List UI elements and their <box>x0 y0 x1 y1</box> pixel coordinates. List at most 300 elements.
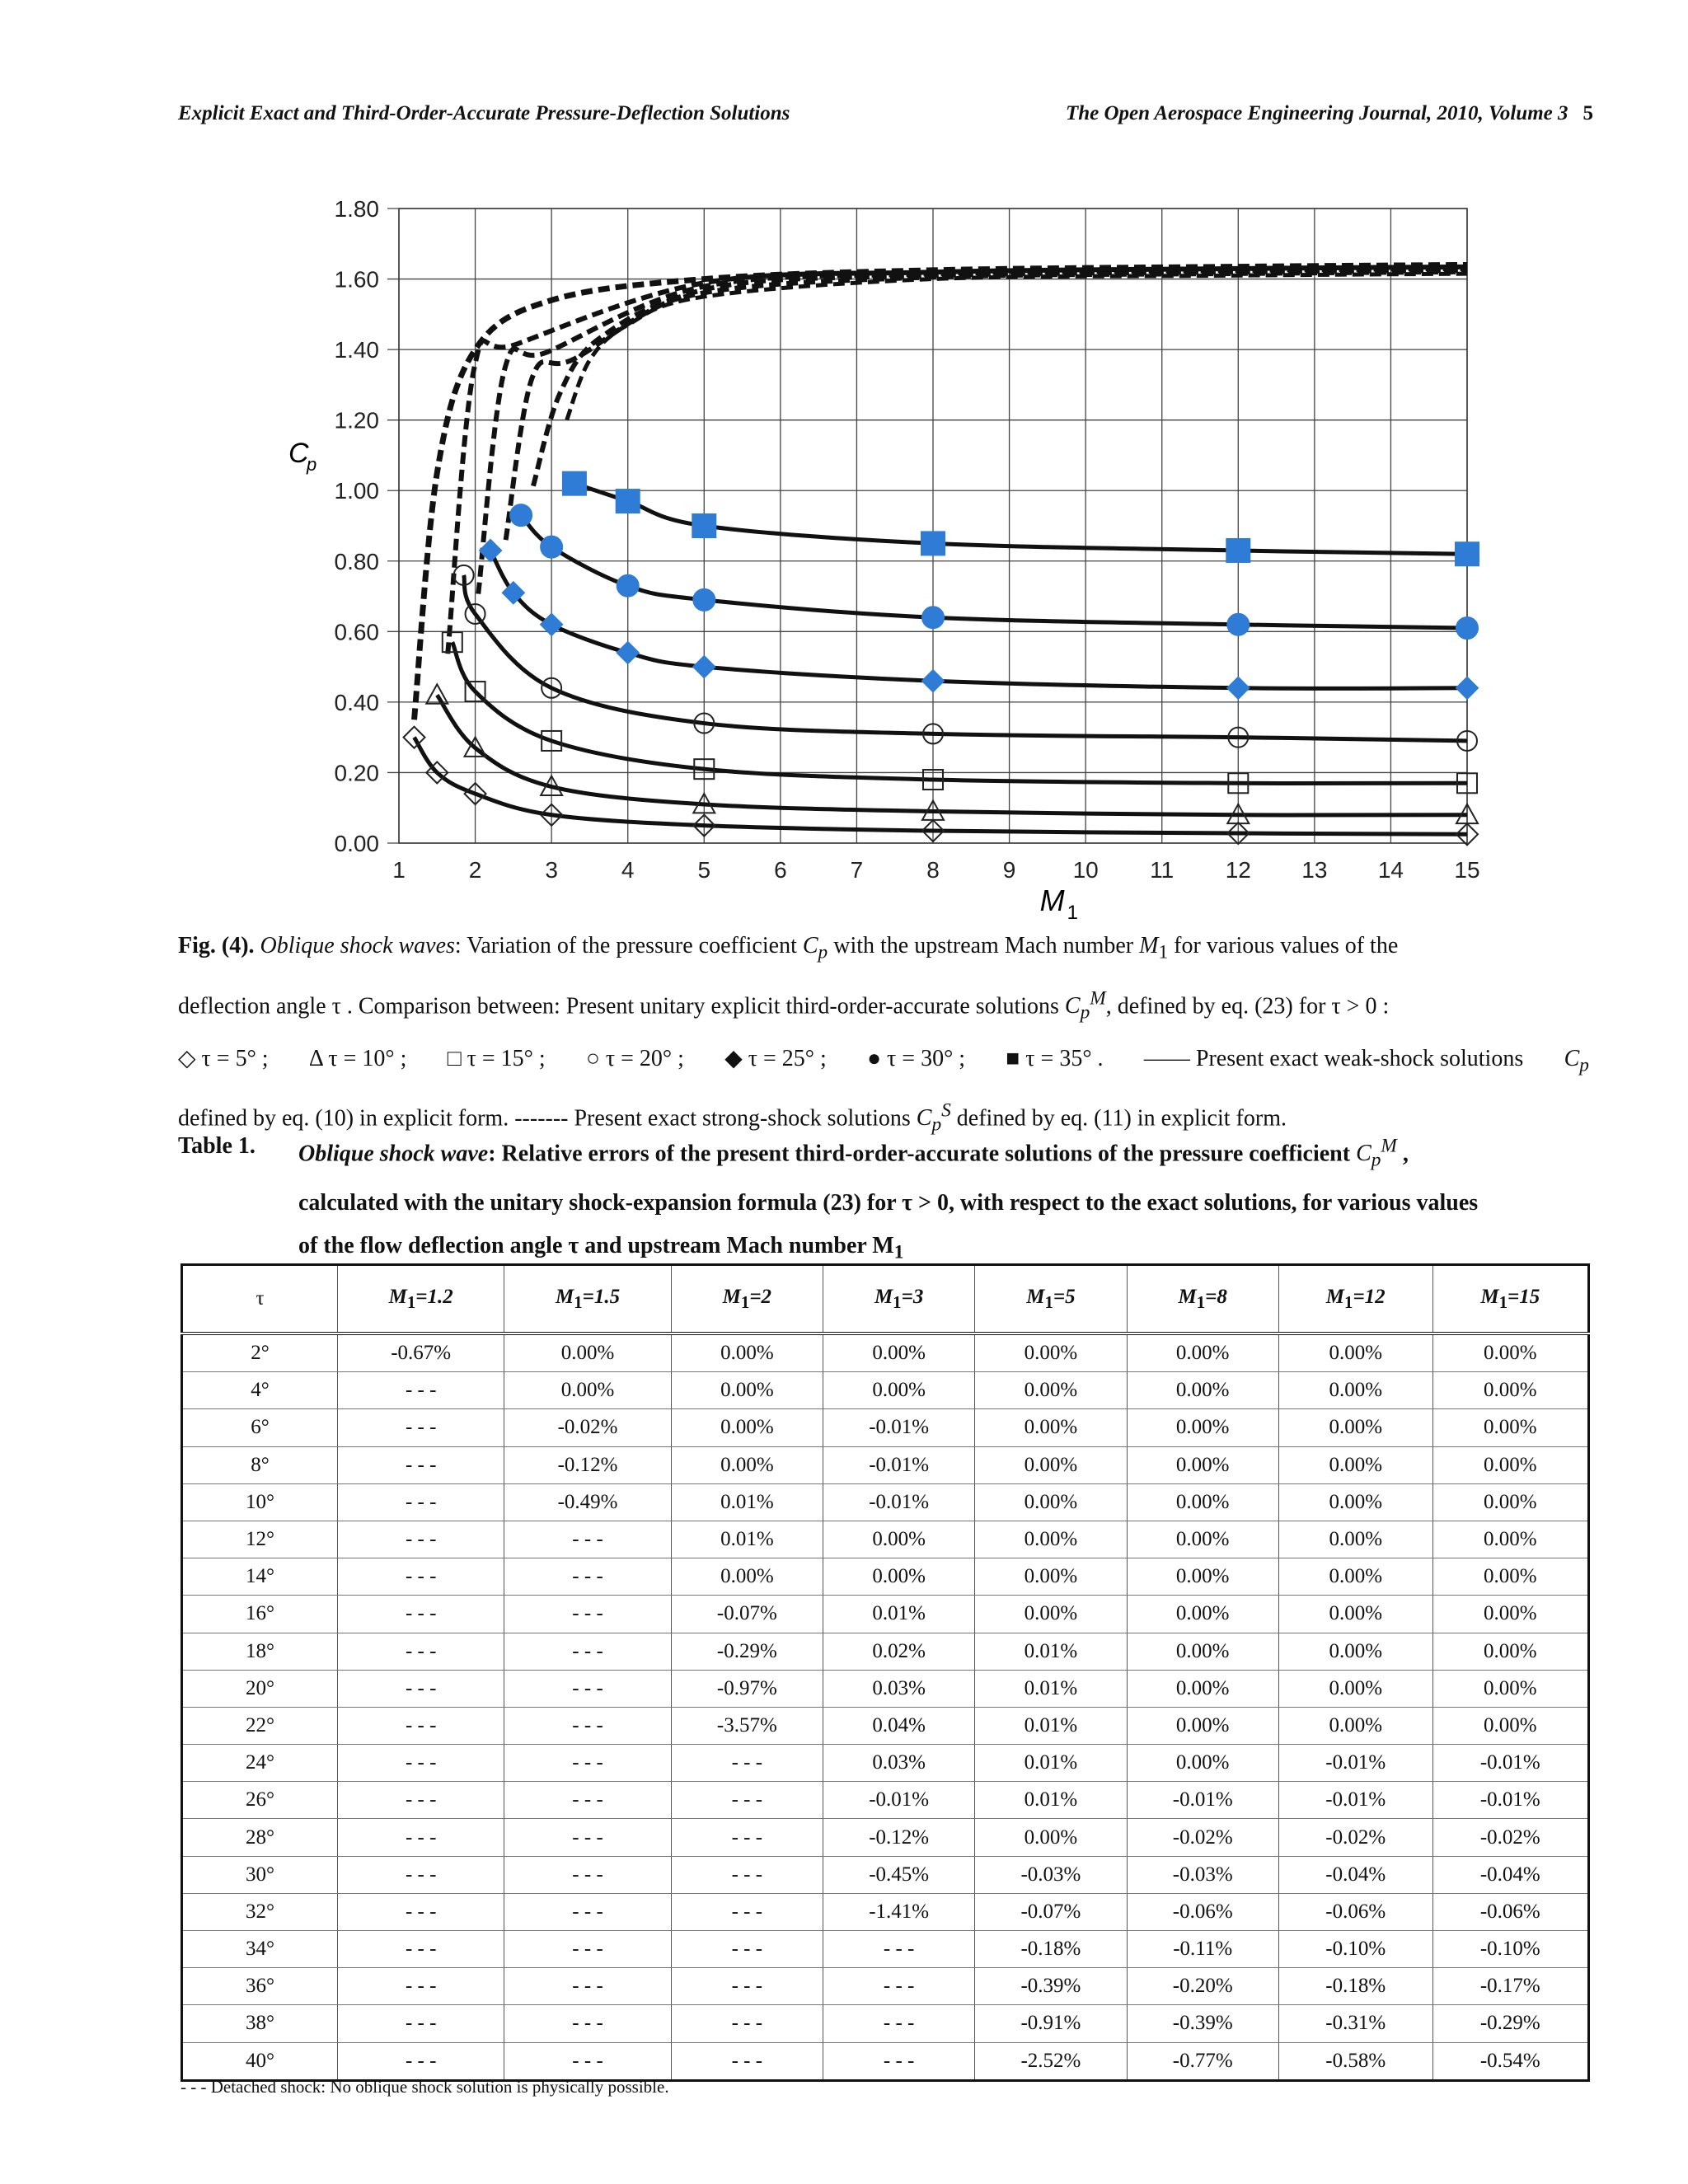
caption-text-2: deflection angle τ . Comparison between: Present unitary explicit third-order-accurate solutions <box>178 992 1059 1019</box>
error-cell: 0.00% <box>1432 1483 1588 1521</box>
error-cell: -0.97% <box>671 1670 823 1707</box>
table-label: Table 1. <box>178 1133 256 1159</box>
error-cell: 0.00% <box>975 1333 1127 1372</box>
caption-text-3b: —— Present exact weak-shock solutions <box>1143 1045 1524 1071</box>
error-cell: - - - <box>823 2005 975 2042</box>
x-tick-label: 6 <box>774 857 787 883</box>
error-cell: 0.00% <box>1432 1372 1588 1409</box>
error-cell: -0.29% <box>1432 2005 1588 2042</box>
table-row <box>182 1596 1589 1633</box>
error-cell: - - - <box>671 1782 823 1819</box>
error-cell: - - - <box>338 1521 504 1558</box>
x-axis-label-subscript: 1 <box>1067 902 1078 924</box>
table-row <box>182 1483 1589 1521</box>
tau-cell: 22° <box>182 1707 338 1744</box>
table-row <box>182 2005 1589 2042</box>
error-cell: -0.01% <box>823 1782 975 1819</box>
tau-cell: 2° <box>182 1333 338 1372</box>
data-point-circle-filled <box>1227 614 1249 635</box>
error-cell: - - - <box>338 2042 504 2080</box>
error-cell: 0.00% <box>975 1446 1127 1483</box>
error-cell: - - - <box>504 1521 671 1558</box>
error-cell: - - - <box>338 1446 504 1483</box>
error-cell: - - - <box>338 1596 504 1633</box>
error-cell: -0.45% <box>823 1856 975 1893</box>
x-tick-label: 15 <box>1454 857 1480 883</box>
error-cell: -0.07% <box>671 1596 823 1633</box>
error-cell: 0.00% <box>504 1333 671 1372</box>
data-point-diamond-filled <box>1456 677 1478 699</box>
x-axis-label: M <box>1039 883 1065 917</box>
column-header: $M_1=1.5$ <box>504 1265 671 1334</box>
column-header: $M_1=1.2$ <box>338 1265 504 1334</box>
error-cell: 0.00% <box>1432 1446 1588 1483</box>
error-cell: 0.00% <box>671 1333 823 1372</box>
error-cell: 0.00% <box>823 1333 975 1372</box>
error-cell: - - - <box>671 2042 823 2080</box>
error-cell: - - - <box>504 1596 671 1633</box>
error-cell: - - - <box>338 1782 504 1819</box>
error-cell: 0.00% <box>671 1558 823 1596</box>
error-cell: - - - <box>338 1670 504 1707</box>
error-cell: -0.58% <box>1278 2042 1432 2080</box>
error-cell: 0.00% <box>975 1558 1127 1596</box>
relative-error-table <box>181 1263 1590 2082</box>
error-cell: - - - <box>671 1745 823 1782</box>
error-cell: -0.07% <box>975 1893 1127 1930</box>
table-title-rest: : Relative errors of the present third-order-accurate solutions of the pressure coefficient <box>488 1141 1351 1167</box>
error-cell: -2.52% <box>975 2042 1127 2080</box>
table-title-line-1: Oblique shock wave: Relative errors of the present third-order-accurate solutions of the pressure coefficient $C_p^M$ , <box>298 1136 1409 1171</box>
weak-shock-curve <box>521 515 1467 628</box>
error-cell: 0.00% <box>975 1483 1127 1521</box>
error-cell: 0.00% <box>1127 1707 1278 1744</box>
error-cell: - - - <box>823 2042 975 2080</box>
error-cell: 0.00% <box>671 1446 823 1483</box>
error-cell: 0.00% <box>1432 1633 1588 1670</box>
error-cell: -0.03% <box>1127 1856 1278 1893</box>
data-point-square-open <box>443 632 462 652</box>
y-axis-label-subscript: p <box>307 454 317 475</box>
legend-tau-25-text: ◆ τ = 25° ; <box>724 1045 827 1071</box>
y-tick-label: 0.20 <box>334 760 379 786</box>
x-tick-label: 3 <box>545 857 558 883</box>
cp-symbol-2: $C_p$ <box>1564 1045 1589 1076</box>
error-cell: -0.01% <box>1432 1782 1588 1819</box>
column-header: $M_1=2$ <box>671 1265 823 1334</box>
error-cell: 0.00% <box>1432 1670 1588 1707</box>
data-point-diamond-filled <box>693 656 715 677</box>
error-cell: 0.00% <box>975 1819 1127 1856</box>
error-cell: - - - <box>338 1856 504 1893</box>
legend-tau-25 <box>724 1036 827 1089</box>
table-row <box>182 1558 1589 1596</box>
data-point-square-filled <box>1226 539 1250 562</box>
table-row <box>182 1893 1589 1930</box>
error-cell: 0.01% <box>975 1782 1127 1819</box>
error-cell: - - - <box>504 2005 671 2042</box>
tau-cell: 6° <box>182 1409 338 1446</box>
caption-line-3 <box>178 1036 1589 1089</box>
error-cell: -0.01% <box>1278 1782 1432 1819</box>
data-point-diamond-filled <box>922 670 944 691</box>
table-row <box>182 1782 1589 1819</box>
x-tick-label: 2 <box>468 857 482 883</box>
table-row <box>182 1819 1589 1856</box>
error-cell: - - - <box>671 1968 823 2005</box>
error-cell: -0.29% <box>671 1633 823 1670</box>
error-cell: 0.01% <box>823 1596 975 1633</box>
y-axis-label: C <box>288 438 309 469</box>
error-cell: - - - <box>504 1968 671 2005</box>
error-cell: 0.00% <box>975 1372 1127 1409</box>
error-cell: -0.67% <box>338 1333 504 1372</box>
tau-cell: 10° <box>182 1483 338 1521</box>
y-tick-label: 1.20 <box>334 407 379 434</box>
caption-line-1 <box>178 923 1589 976</box>
column-header: $M_1=12$ <box>1278 1265 1432 1334</box>
error-cell: 0.00% <box>1278 1333 1432 1372</box>
table-title-line-3: of the flow deflection angle τ and upstream Mach number $M_1$ <box>298 1232 904 1263</box>
weak-shock-curve <box>464 575 1467 741</box>
table-title-line-2: calculated with the unitary shock-expansion formula (23) for τ > 0, with respect to the exact solutions, for various values <box>298 1189 1479 1216</box>
column-header: τ <box>182 1265 338 1334</box>
table-row <box>182 1707 1589 1744</box>
error-cell: -0.20% <box>1127 1968 1278 2005</box>
error-cell: -0.02% <box>1432 1819 1588 1856</box>
legend-tau-30: ● τ = 30° ; <box>867 1045 966 1071</box>
error-cell: - - - <box>338 1968 504 2005</box>
error-cell: -0.04% <box>1278 1856 1432 1893</box>
error-cell: -0.31% <box>1278 2005 1432 2042</box>
error-cell: - - - <box>504 1931 671 1968</box>
table-row <box>182 2042 1589 2080</box>
data-point-square-filled <box>692 514 715 537</box>
error-cell: 0.00% <box>671 1409 823 1446</box>
error-cell: -0.39% <box>1127 2005 1278 2042</box>
table-cpm-symbol: $C_p^M$ <box>1356 1136 1397 1171</box>
error-cell: - - - <box>504 2042 671 2080</box>
y-tick-label: 1.00 <box>334 478 379 504</box>
error-cell: -0.06% <box>1432 1893 1588 1930</box>
error-cell: 0.00% <box>975 1596 1127 1633</box>
column-header: $M_1=5$ <box>975 1265 1127 1334</box>
x-tick-label: 1 <box>392 857 406 883</box>
x-tick-label: 9 <box>1002 857 1016 883</box>
error-cell: - - - <box>338 1483 504 1521</box>
error-cell: -0.10% <box>1278 1931 1432 1968</box>
error-cell: 0.00% <box>975 1409 1127 1446</box>
error-cell: - - - <box>823 1931 975 1968</box>
error-cell: - - - <box>504 1819 671 1856</box>
page-number: 5 <box>1582 102 1593 124</box>
error-cell: -0.39% <box>975 1968 1127 2005</box>
error-cell: 0.01% <box>671 1483 823 1521</box>
data-point-square-filled <box>563 472 586 495</box>
error-cell: 0.03% <box>823 1670 975 1707</box>
tau-cell: 12° <box>182 1521 338 1558</box>
error-cell: - - - <box>823 1968 975 2005</box>
error-cell: -3.57% <box>671 1707 823 1744</box>
column-header: $M_1=15$ <box>1432 1265 1588 1334</box>
error-cell: -0.10% <box>1432 1931 1588 1968</box>
error-cell: 0.00% <box>1432 1596 1588 1633</box>
error-cell: 0.01% <box>671 1521 823 1558</box>
error-cell: 0.00% <box>823 1558 975 1596</box>
column-header: $M_1=3$ <box>823 1265 975 1334</box>
error-cell: 0.00% <box>975 1521 1127 1558</box>
error-cell: - - - <box>504 1856 671 1893</box>
error-cell: -0.18% <box>975 1931 1127 1968</box>
x-tick-label: 11 <box>1150 857 1175 883</box>
y-tick-label: 0.40 <box>334 689 379 715</box>
table-row <box>182 1333 1589 1372</box>
error-cell: -0.02% <box>504 1409 671 1446</box>
error-cell: - - - <box>504 1558 671 1596</box>
error-cell: 0.00% <box>1432 1558 1588 1596</box>
y-tick-label: 1.80 <box>334 196 379 222</box>
error-cell: 0.00% <box>1432 1333 1588 1372</box>
tau-cell: 26° <box>182 1782 338 1819</box>
error-cell: 0.02% <box>823 1633 975 1670</box>
x-tick-label: 7 <box>850 857 864 883</box>
y-tick-label: 0.00 <box>334 831 379 856</box>
running-header-title: Explicit Exact and Third-Order-Accurate Pressure-Deflection Solutions <box>178 102 790 124</box>
error-cell: -0.01% <box>1432 1745 1588 1782</box>
figure-title: Oblique shock waves <box>260 933 455 958</box>
pressure-coefficient-chart <box>272 190 1508 948</box>
error-cell: - - - <box>338 1372 504 1409</box>
error-cell: 0.00% <box>1432 1409 1588 1446</box>
error-cell: - - - <box>504 1893 671 1930</box>
caption-line-2 <box>178 976 1589 1036</box>
error-cell: 0.01% <box>975 1670 1127 1707</box>
error-cell: 0.00% <box>1278 1483 1432 1521</box>
legend-tau-10: Δ τ = 10° ; <box>308 1045 407 1071</box>
error-cell: -0.01% <box>823 1483 975 1521</box>
error-cell: -0.01% <box>823 1446 975 1483</box>
error-cell: 0.00% <box>1278 1409 1432 1446</box>
error-cell: -1.41% <box>823 1893 975 1930</box>
table-row <box>182 1968 1589 2005</box>
tau-cell: 38° <box>182 2005 338 2042</box>
error-cell: 0.00% <box>1127 1333 1278 1372</box>
table-row <box>182 1521 1589 1558</box>
error-cell: -0.01% <box>823 1409 975 1446</box>
table-header-row <box>182 1265 1589 1334</box>
figure-label: Fig. (4). <box>178 933 255 958</box>
error-cell: 0.00% <box>1127 1521 1278 1558</box>
table-title-text <box>298 1125 1589 1274</box>
error-cell: -0.06% <box>1127 1893 1278 1930</box>
data-point-diamond-filled <box>1227 677 1249 699</box>
tau-cell: 40° <box>182 2042 338 2080</box>
data-point-circle-filled <box>922 607 944 628</box>
data-point-square-filled <box>617 490 640 513</box>
x-tick-label: 14 <box>1377 857 1404 883</box>
cpm-symbol: $C_p^M$ <box>1064 987 1106 1024</box>
error-cell: 0.00% <box>1127 1745 1278 1782</box>
error-cell: -0.04% <box>1432 1856 1588 1893</box>
data-point-circle-filled <box>693 589 715 611</box>
m1-symbol: $M_1$ <box>1139 933 1169 963</box>
error-cell: 0.00% <box>504 1372 671 1409</box>
legend-tau-20: ○ τ = 20° ; <box>585 1045 684 1071</box>
table-row <box>182 1931 1589 1968</box>
error-cell: - - - <box>338 1819 504 1856</box>
data-point-square-filled <box>1456 542 1479 565</box>
cps-symbol: $C_p^S$ <box>916 1100 951 1137</box>
x-tick-label: 8 <box>926 857 940 883</box>
error-cell: 0.00% <box>1127 1558 1278 1596</box>
caption-text-4: defined by eq. (10) in explicit form. <box>178 1105 509 1132</box>
tau-cell: 18° <box>182 1633 338 1670</box>
table-row <box>182 1633 1589 1670</box>
tau-cell: 24° <box>182 1745 338 1782</box>
table-row <box>182 1856 1589 1893</box>
error-cell: - - - <box>671 1856 823 1893</box>
error-cell: 0.00% <box>1127 1633 1278 1670</box>
error-cell: - - - <box>671 1893 823 1930</box>
error-cell: 0.00% <box>1127 1409 1278 1446</box>
weak-shock-curve <box>437 695 1467 815</box>
error-cell: 0.00% <box>1278 1372 1432 1409</box>
error-cell: 0.01% <box>975 1745 1127 1782</box>
table-title-line-3-text: of the flow deflection angle τ and upstream Mach number M <box>298 1232 894 1258</box>
table-row <box>182 1409 1589 1446</box>
error-cell: 0.00% <box>1127 1446 1278 1483</box>
y-tick-label: 0.80 <box>334 548 379 574</box>
strong-shock-curve <box>533 272 1467 486</box>
error-cell: - - - <box>338 1409 504 1446</box>
caption-text-2b: , defined by eq. (23) for τ > 0 : <box>1105 992 1390 1019</box>
legend-tau-15: □ τ = 15° ; <box>447 1045 546 1071</box>
journal-name: The Open Aerospace Engineering Journal, 2010, Volume 3 <box>1065 102 1568 124</box>
error-cell: 0.00% <box>1127 1372 1278 1409</box>
error-cell: -0.91% <box>975 2005 1127 2042</box>
error-cell: - - - <box>671 2005 823 2042</box>
error-cell: -0.18% <box>1278 1968 1432 2005</box>
data-point-circle-filled <box>541 537 562 558</box>
error-cell: -0.11% <box>1127 1931 1278 1968</box>
error-cell: - - - <box>338 1558 504 1596</box>
error-cell: 0.00% <box>1278 1670 1432 1707</box>
error-cell: 0.00% <box>1432 1521 1588 1558</box>
error-cell: 0.00% <box>1127 1596 1278 1633</box>
error-cell: -0.54% <box>1432 2042 1588 2080</box>
error-cell: 0.00% <box>671 1372 823 1409</box>
error-cell: - - - <box>338 2005 504 2042</box>
caption-text-4c: defined by eq. (11) in explicit form. <box>956 1105 1287 1132</box>
tau-cell: 32° <box>182 1893 338 1930</box>
error-cell: - - - <box>504 1670 671 1707</box>
error-cell: 0.04% <box>823 1707 975 1744</box>
error-cell: 0.00% <box>1127 1483 1278 1521</box>
error-cell: - - - <box>504 1633 671 1670</box>
error-cell: 0.00% <box>823 1521 975 1558</box>
error-cell: 0.00% <box>1278 1596 1432 1633</box>
table-row <box>182 1745 1589 1782</box>
data-point-triangle-open <box>426 684 448 703</box>
error-cell: -0.12% <box>504 1446 671 1483</box>
cp-symbol: $C_p$ <box>802 933 828 963</box>
error-cell: 0.00% <box>1278 1446 1432 1483</box>
error-cell: - - - <box>338 1931 504 1968</box>
error-cell: -0.12% <box>823 1819 975 1856</box>
table-title-italic: Oblique shock wave <box>298 1141 489 1167</box>
strong-shock-curve-tau-35 <box>567 274 1467 420</box>
tau-cell: 36° <box>182 1968 338 2005</box>
error-cell: -0.49% <box>504 1483 671 1521</box>
column-header: $M_1=8$ <box>1127 1265 1278 1334</box>
table-footnote: - - - Detached shock: No oblique shock solution is physically possible. <box>181 2077 669 2097</box>
error-cell: - - - <box>338 1745 504 1782</box>
error-cell: - - - <box>338 1633 504 1670</box>
tau-cell: 20° <box>182 1670 338 1707</box>
error-cell: 0.00% <box>1278 1633 1432 1670</box>
x-tick-label: 13 <box>1301 857 1328 883</box>
tau-cell: 16° <box>182 1596 338 1633</box>
y-tick-label: 0.60 <box>334 619 379 645</box>
error-cell: -0.77% <box>1127 2042 1278 2080</box>
error-cell: - - - <box>671 1819 823 1856</box>
error-cell: 0.00% <box>1432 1707 1588 1744</box>
y-tick-label: 1.40 <box>334 337 379 363</box>
error-cell: - - - <box>504 1745 671 1782</box>
data-point-circle-filled <box>1456 617 1478 639</box>
table-row <box>182 1372 1589 1409</box>
tau-cell: 28° <box>182 1819 338 1856</box>
error-cell: -0.01% <box>1278 1745 1432 1782</box>
error-cell: 0.00% <box>1278 1707 1432 1744</box>
figure-caption <box>178 923 1589 1148</box>
caption-text-4b: ------- Present exact strong-shock solutions <box>514 1105 911 1132</box>
x-tick-label: 12 <box>1225 857 1251 883</box>
legend-tau-5: ◇ τ = 5° ; <box>178 1045 269 1071</box>
tau-cell: 8° <box>182 1446 338 1483</box>
error-cell: - - - <box>338 1707 504 1744</box>
data-point-diamond-filled <box>617 642 639 663</box>
error-cell: 0.01% <box>975 1707 1127 1744</box>
error-cell: - - - <box>504 1782 671 1819</box>
error-cell: - - - <box>338 1893 504 1930</box>
error-cell: 0.00% <box>823 1372 975 1409</box>
tau-cell: 14° <box>182 1558 338 1596</box>
legend-tau-35: ■ τ = 35° . <box>1006 1045 1104 1071</box>
error-cell: - - - <box>671 1931 823 1968</box>
data-point-circle-filled <box>617 575 639 597</box>
error-cell: -0.02% <box>1127 1819 1278 1856</box>
tau-cell: 4° <box>182 1372 338 1409</box>
error-cell: 0.00% <box>1278 1521 1432 1558</box>
y-tick-label: 1.60 <box>334 266 379 293</box>
tau-cell: 30° <box>182 1856 338 1893</box>
error-cell: 0.01% <box>975 1633 1127 1670</box>
error-cell: -0.03% <box>975 1856 1127 1893</box>
error-cell: -0.02% <box>1278 1819 1432 1856</box>
tau-cell: 34° <box>182 1931 338 1968</box>
error-cell: - - - <box>504 1707 671 1744</box>
data-point-square-filled <box>921 532 945 555</box>
caption-text-1b: with the upstream Mach number <box>833 933 1134 958</box>
error-cell: 0.00% <box>1127 1670 1278 1707</box>
caption-text-1: : Variation of the pressure coefficient <box>454 933 797 958</box>
x-tick-label: 4 <box>621 857 635 883</box>
table-row <box>182 1670 1589 1707</box>
error-cell: -0.06% <box>1278 1893 1432 1930</box>
error-cell: 0.00% <box>1278 1558 1432 1596</box>
x-tick-label: 5 <box>697 857 711 883</box>
